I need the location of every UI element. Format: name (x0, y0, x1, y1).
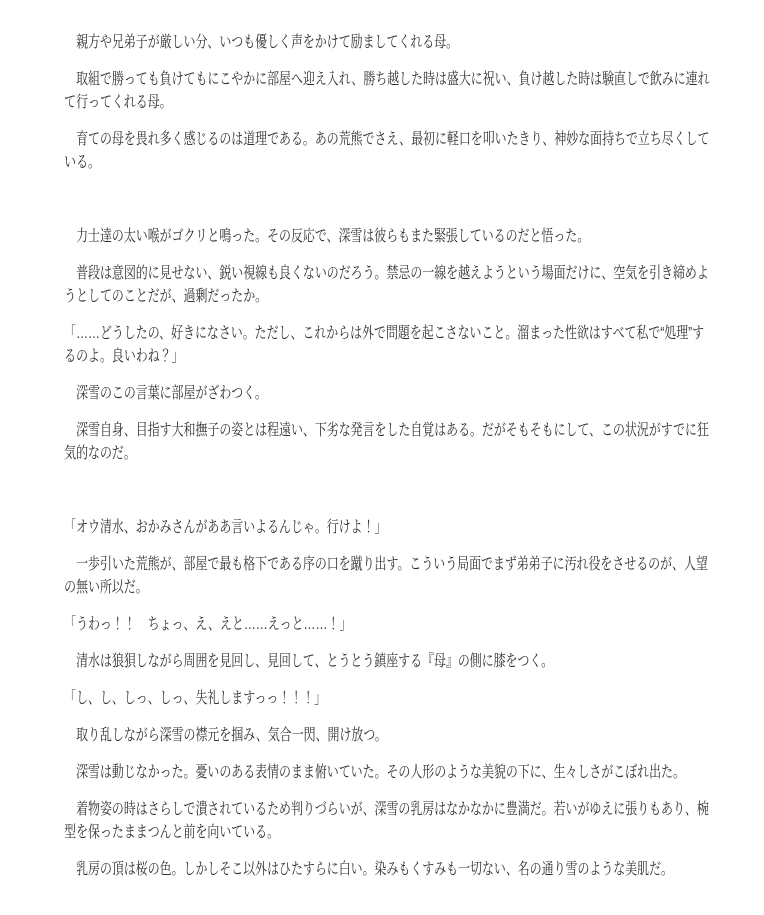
paragraph: 着物姿の時はさらしで潰されているため判りづらいが、深雪の乳房はなかなかに豊満だ。若いがゆえに張りもあり、椀型を保ったままつんと前を向いている。 (64, 801, 709, 841)
dialogue-line: 「し、し、しっ、しっ、失礼しますっっ！！！」 (64, 690, 327, 707)
paragraph: 乳房の頂は桜の色。しかしそこ以外はひたすらに白い。染みもくすみも一切ない、名の通り雪のような美肌だ。 (76, 861, 673, 878)
dialogue-line: 「……どうしたの、好きになさい。ただし、これからは外で問題を起こさないこと。溜まった性欲はすべて私で“処理”するのよ。良いわね？」 (64, 325, 705, 365)
paragraph: 親方や兄弟子が厳しい分、いつも優しく声をかけて励ましてくれる母。 (76, 34, 459, 51)
paragraph: 清水は狼狽しながら周囲を見回し、見回して、とうとう鎮座する『母』の側に膝をつく。 (76, 653, 554, 670)
paragraph: 深雪は動じなかった。憂いのある表情のまま俯いていた。その人形のような美貌の下に、生々しさがこぼれ出た。 (76, 764, 685, 781)
scene-break (64, 479, 715, 502)
dialogue-line: 「オウ清水、おかみさんがああ言いよるんじゃ。行けよ！」 (64, 519, 387, 536)
paragraph: 取組で勝っても負けてもにこやかに部屋へ迎え入れ、勝ち越した時は盛大に祝い、負け越した時は験直しで飲みに連れて行ってくれる母。 (64, 71, 710, 111)
paragraph: 一歩引いた荒熊が、部屋で最も格下である序の口を蹴り出す。こういう局面でまず弟弟子に汚れ役をさせるのが、人望の無い所以だ。 (64, 556, 708, 596)
paragraph: 取り乱しながら深雪の襟元を掴み、気合一閃、開け放つ。 (76, 727, 387, 744)
paragraph: 普段は意図的に見せない、鋭い視線も良くないのだろう。禁忌の一線を越えようという場面だけに、空気を引き締めようとしてのことだが、過剰だったか。 (64, 265, 709, 305)
dialogue-line: 「うわっ！！ ちょっ、え、えと……えっと……！」 (64, 616, 352, 633)
paragraph: 育ての母を畏れ多く感じるのは道理である。あの荒熊でさえ、最初に軽口を叩いたきり、神妙な面持ちで立ち尽くしている。 (64, 131, 710, 171)
paragraph: 深雪のこの言葉に部屋がざわつく。 (76, 385, 267, 402)
paragraph: 深雪自身、目指す大和撫子の姿とは程遠い、下劣な発言をした自覚はある。だがそもそもにして、この状況がすでに狂気的なのだ。 (64, 422, 709, 462)
scene-break (64, 188, 715, 211)
paragraph: 力士達の太い喉がゴクリと鳴った。その反応で、深雪は彼らもまた緊張しているのだと悟った。 (76, 228, 590, 245)
